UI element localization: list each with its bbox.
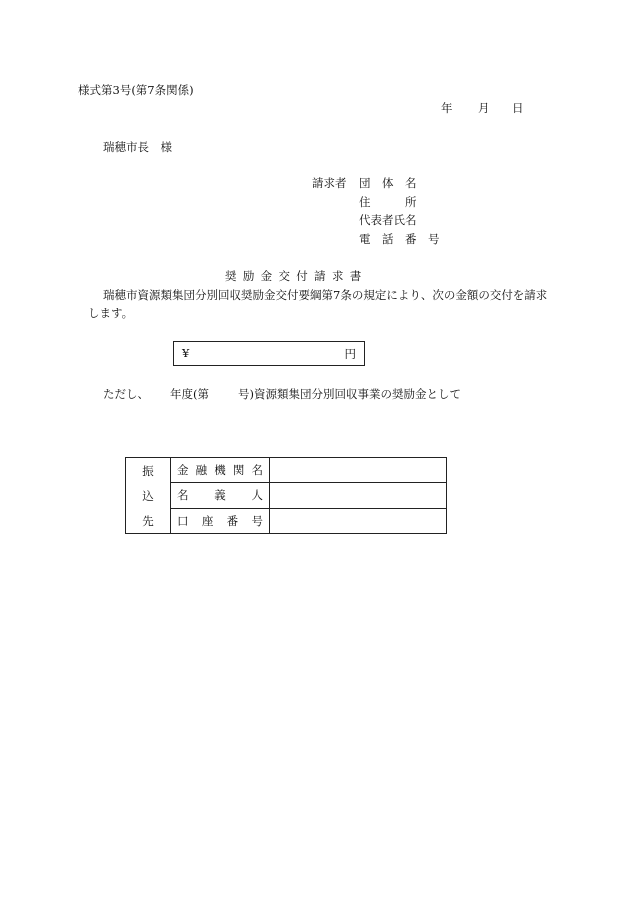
- date-day: 日: [512, 101, 524, 115]
- label-char: 人: [251, 488, 263, 503]
- bank-table: [125, 457, 447, 534]
- side-char: 振: [142, 463, 154, 478]
- yen-unit: 円: [344, 347, 356, 361]
- label-char: 名: [251, 463, 263, 478]
- account-number-field[interactable]: [270, 508, 447, 533]
- label-char: 機: [214, 463, 226, 478]
- label-char: 義: [214, 488, 226, 503]
- requester-field-representative: 代表者氏名: [359, 213, 417, 227]
- date-month: 月: [478, 101, 490, 115]
- requester-field-group-name: 団 体 名: [359, 176, 417, 190]
- bank-name-label: [171, 458, 270, 483]
- bank-name-field[interactable]: [270, 458, 447, 483]
- purpose-prefix: ただし、: [103, 387, 149, 401]
- requester-label: 請求者: [312, 176, 347, 190]
- label-char: 座: [201, 513, 214, 528]
- label-char: 名: [177, 488, 189, 503]
- table-row: [126, 508, 447, 533]
- label-char: 番: [226, 513, 239, 528]
- label-char: 関: [232, 463, 245, 478]
- table-row: [126, 458, 447, 483]
- requester-field-phone: 電 話 番 号: [359, 232, 440, 246]
- purpose-year: 年度(第: [170, 387, 209, 401]
- side-char: 先: [142, 513, 154, 528]
- yen-mark: ¥: [182, 346, 190, 360]
- purpose-suffix: 号)資源類集団分別回収事業の奨励金として: [238, 387, 461, 401]
- table-row: [126, 483, 447, 508]
- bank-side-label: [126, 458, 171, 534]
- body-text-line2: します。: [88, 306, 134, 320]
- account-holder-label: [171, 483, 270, 508]
- addressee: 瑞穂市長 様: [103, 140, 172, 154]
- label-char: 融: [195, 463, 208, 478]
- side-char: 込: [142, 488, 154, 503]
- form-number: 様式第3号(第7条関係): [78, 83, 194, 97]
- date-year: 年: [441, 101, 453, 115]
- amount-box[interactable]: [173, 341, 365, 366]
- account-number-label: [171, 508, 270, 533]
- account-holder-field[interactable]: [270, 483, 447, 508]
- requester-field-address: 住 所: [359, 195, 417, 209]
- label-char: 金: [177, 463, 189, 478]
- body-text-line1: 瑞穂市資源類集団分別回収奨励金交付要綱第7条の規定により、次の金額の交付を請求: [103, 288, 548, 302]
- label-char: 口: [177, 513, 189, 528]
- document-title: 奨励金交付請求書: [225, 269, 368, 283]
- label-char: 号: [251, 513, 263, 528]
